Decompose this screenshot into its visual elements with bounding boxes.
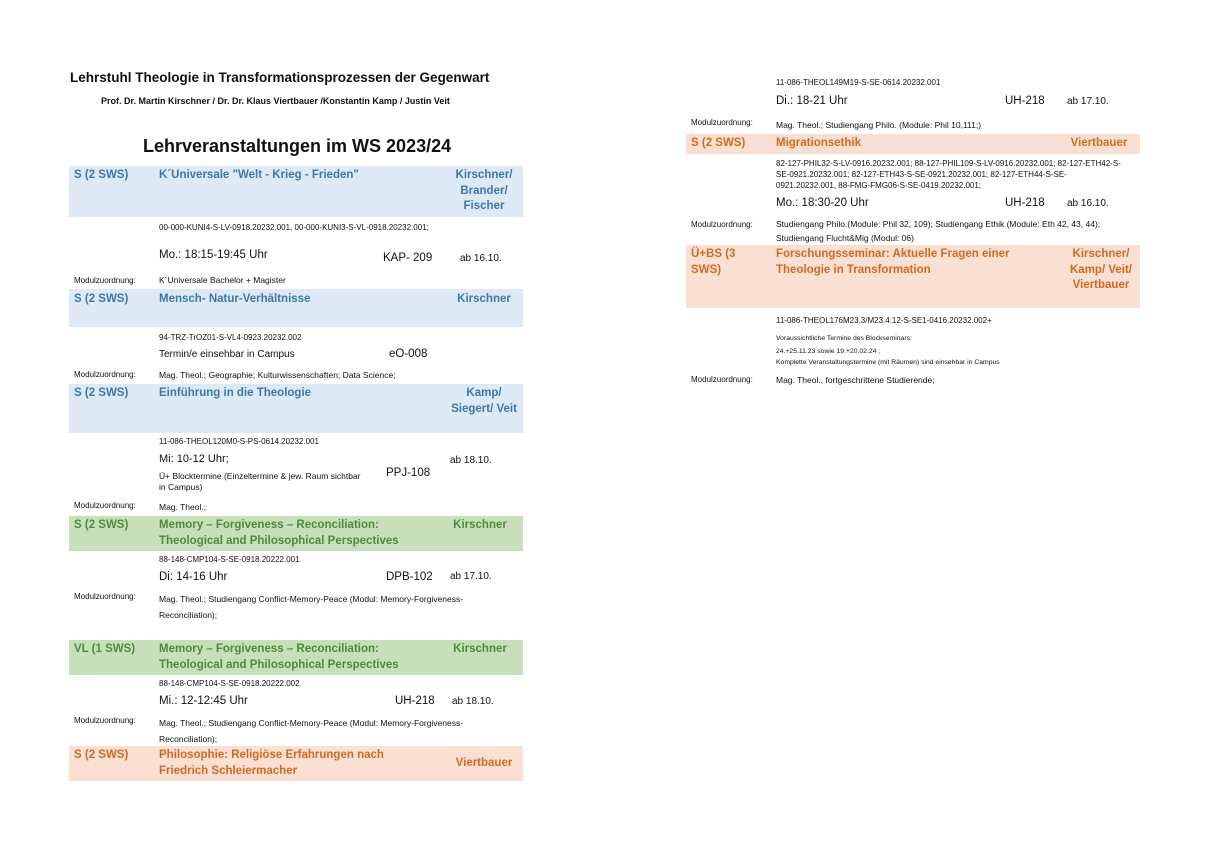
module-label: Modulzuordnung: xyxy=(691,220,753,229)
course-modules: Mag. Theol.; Studiengang Philo. (Module: Phil 10,111;) xyxy=(776,120,982,130)
course-header xyxy=(69,166,523,217)
course-room: UH-218 xyxy=(1005,197,1045,209)
course-header xyxy=(69,289,523,327)
course-lecturer: Kirschner xyxy=(457,293,511,305)
course-modules: Mag. Theol.; Studiengang Conflict-Memory-Peace (Modul: Memory-Forgiveness-Reconciliation); xyxy=(159,718,464,744)
course-room: eO-008 xyxy=(389,348,428,360)
course-modules: Mag. Theol.; Studiengang Conflict-Memory-Peace (Modul: Memory-Forgiveness-Reconciliation); xyxy=(159,594,464,620)
course-time: Mo.: 18:30-20 Uhr xyxy=(776,197,869,209)
course-code: 11-086-THEOL120M0-S-PS-0614.20232.001 xyxy=(159,437,319,446)
course-note: Ü+ Blocktermine (Einzeltermine & jew. Raum sichtbar in Campus) xyxy=(159,471,361,492)
course-code: 11-086-THEOL176M23.3/M23.4.12-S-SE1-0416.20232.002+ xyxy=(776,316,992,325)
chair-title: Lehrstuhl Theologie in Transformationsprozessen der Gegenwart xyxy=(70,70,490,85)
course-modules: Mag. Theol., fortgeschrittene Studierende; xyxy=(776,375,935,385)
course-start: ab 18.10. xyxy=(452,696,494,707)
course-header xyxy=(69,384,523,433)
course-title: K´Universale "Welt - Krieg - Frieden" xyxy=(159,169,359,181)
course-title: Forschungsseminar: Aktuelle Fragen einer Theologie in Transformation xyxy=(776,248,1010,276)
course-code: 11-086-THEOL149M19-S-SE-0614.20232.001 xyxy=(776,78,941,87)
course-modules: Studiengang Philo.(Module: Phil 32, 109); Studiengang Ethik (Module: Eth 42, 43, 44); Studiengang Flucht&Mig (Modul: 06) xyxy=(776,219,1101,243)
course-room: UH-218 xyxy=(395,695,435,707)
module-label: Modulzuordnung: xyxy=(691,118,753,127)
course-code: 82-127-PHIL32-S-LV-0916.20232.001; 88-127-PHIL109-S-LV-0916.20232.001; 82-127-ETH42-S-SE-0921.20232.001; 82-127-ETH43-S-SE-0921.20232.001; 82-127-ETH44-S-SE-0921.20232.001, 88-FMG-FMG06-S-SE-0419.20232.001; xyxy=(776,159,1121,190)
module-label: Modulzuordnung: xyxy=(691,375,753,384)
course-room: KAP- 209 xyxy=(383,252,433,264)
course-time: Mo.: 18:15-19:45 Uhr xyxy=(159,249,268,261)
course-code: 88-148-CMP104-S-SE-0918.20222.002 xyxy=(159,679,300,688)
staff-list: Prof. Dr. Martin Kirschner / Dr. Dr. Klaus Viertbauer /Konstantin Kamp / Justin Veit xyxy=(101,96,450,106)
course-modules: Mag. Theol.; Geographie; Kulturwissenschaften; Data Science; xyxy=(159,370,396,380)
module-label: Modulzuordnung: xyxy=(74,501,136,510)
course-title: Philosophie: Religiöse Erfahrungen nach Friedrich Schleiermacher xyxy=(159,749,384,777)
course-note: Voraussichtliche Termine des Blockseminars: xyxy=(776,335,912,342)
course-header xyxy=(686,134,1140,154)
course-code: 88-148-CMP104-S-SE-0918.20222.001 xyxy=(159,555,300,564)
course-type: S (2 SWS) xyxy=(74,749,129,761)
semester-title: Lehrveranstaltungen im WS 2023/24 xyxy=(143,136,452,156)
course-title: Memory – Forgiveness – Reconciliation: Theological and Philosophical Perspectives xyxy=(159,519,399,547)
course-modules: Mag. Theol.; xyxy=(159,502,207,512)
course-start: ab 17.10. xyxy=(450,571,492,582)
course-start: ab 17.10. xyxy=(1067,96,1109,107)
course-header xyxy=(686,245,1140,308)
course-lecturer: Kirschner/ Brander/ Fischer xyxy=(455,169,513,212)
course-type: VL (1 SWS) xyxy=(74,643,136,655)
module-label: Modulzuordnung: xyxy=(74,716,136,725)
course-type: S (2 SWS) xyxy=(74,169,129,181)
course-room: PPJ-108 xyxy=(386,467,431,479)
course-lecturer: Kirschner/ Kamp/ Veit/ Viertbauer xyxy=(1070,248,1132,291)
course-title: Einführung in die Theologie xyxy=(159,387,312,399)
course-type: S (2 SWS) xyxy=(74,293,129,305)
course-room: UH-218 xyxy=(1005,95,1045,107)
course-header xyxy=(69,640,523,675)
module-label: Modulzuordnung: xyxy=(74,592,136,601)
course-type: S (2 SWS) xyxy=(74,519,129,531)
course-note: 24.+25.11.23 sowie 19.+20.02.24 ; xyxy=(776,348,881,355)
course-modules: K´Universale Bachelor + Magister xyxy=(159,275,286,285)
course-lecturer: Viertbauer xyxy=(455,757,513,769)
course-type: Ü+BS (3 SWS) xyxy=(691,248,736,276)
course-lecturer: Kirschner xyxy=(453,643,507,655)
course-time: Di: 14-16 Uhr xyxy=(159,571,228,583)
course-note: Komplette Veranstaltungstermine (mit Räumen) sind einsehbar in Campus xyxy=(776,359,1000,366)
course-room: DPB-102 xyxy=(386,571,433,583)
course-code: 00-000-KUNI4-S-LV-0918.20232.001, 00-000-KUNI3-S-VL-0918.20232.001; xyxy=(159,223,429,232)
course-start: ab 18.10. xyxy=(450,455,492,466)
course-title: Migrationsethik xyxy=(776,137,861,149)
course-time: Termin/e einsehbar in Campus xyxy=(159,349,295,360)
course-type: S (2 SWS) xyxy=(74,387,129,399)
course-lecturer: Kirschner xyxy=(453,519,507,531)
course-lecturer: Viertbauer xyxy=(1070,137,1128,149)
course-header xyxy=(69,746,523,781)
course-title: Memory – Forgiveness – Reconciliation: Theological and Philosophical Perspectives xyxy=(159,643,399,671)
course-time: Mi: 10-12 Uhr; xyxy=(159,453,229,465)
module-label: Modulzuordnung: xyxy=(74,276,136,285)
course-time: Mi.: 12-12:45 Uhr xyxy=(159,695,248,707)
course-time: Di.: 18-21 Uhr xyxy=(776,95,848,107)
course-title: Mensch- Natur-Verhältnisse xyxy=(159,293,311,305)
course-start: ab 16.10. xyxy=(460,253,502,264)
course-header xyxy=(69,516,523,551)
course-lecturer: Kamp/ Siegert/ Veit xyxy=(451,387,517,415)
course-start: ab 16.10. xyxy=(1067,198,1109,209)
course-type: S (2 SWS) xyxy=(691,137,746,149)
module-label: Modulzuordnung: xyxy=(74,370,136,379)
course-code: 94-TRZ-TrOZ01-S-VL4-0923.20232.002 xyxy=(159,333,302,342)
